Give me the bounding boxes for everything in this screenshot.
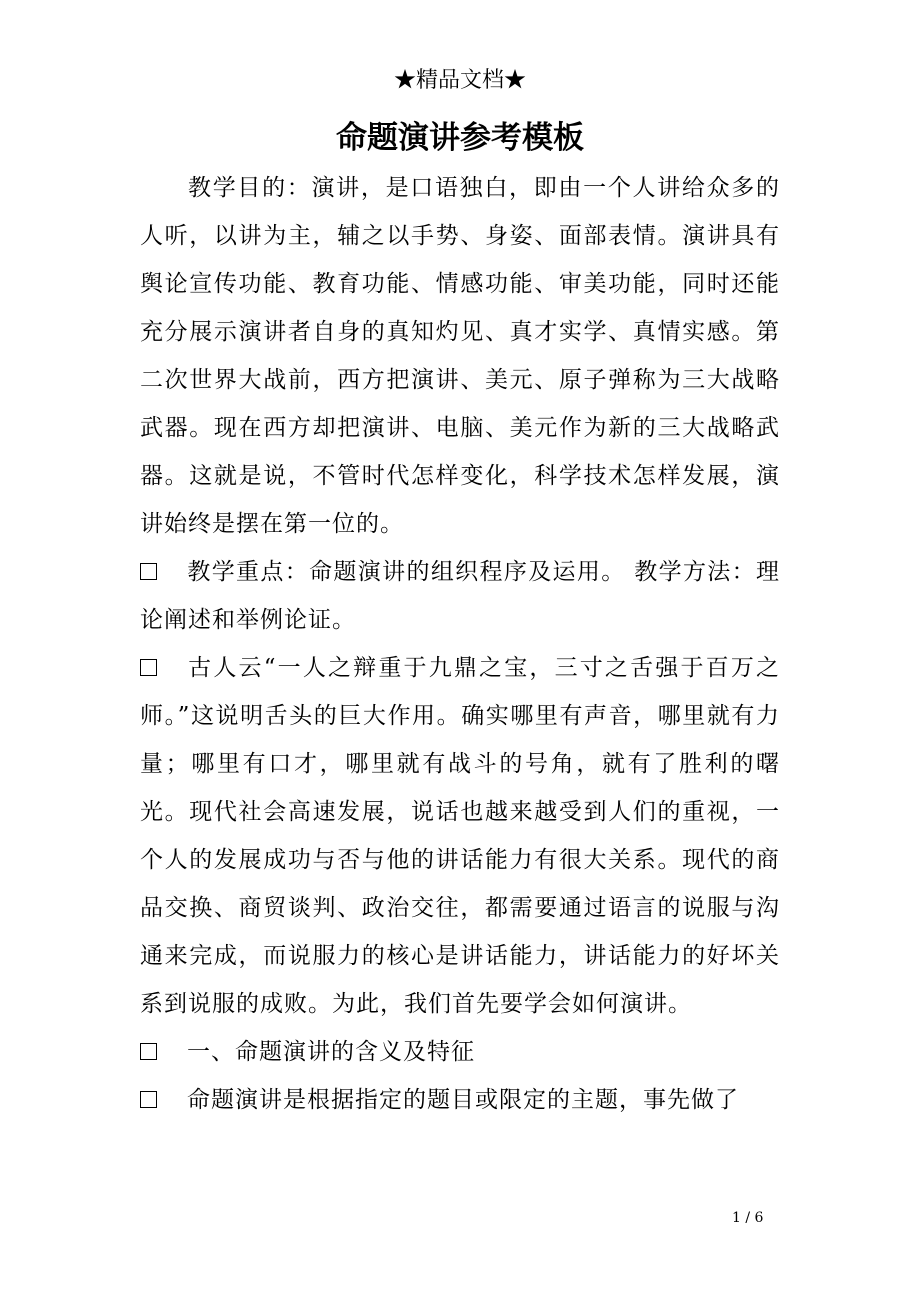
- checkbox-icon: [140, 1091, 157, 1108]
- document-body: [140, 164, 780, 1124]
- paragraph-ancient-saying: [140, 644, 780, 1028]
- page-number: 1 / 6: [732, 1210, 764, 1226]
- paragraph-text: 命题演讲是根据指定的题目或限定的主题，事先做了: [187, 1087, 739, 1113]
- paragraph-objectives: 教学目的：演讲，是口语独白，即由一个人讲给众多的人听，以讲为主，辅之以手势、身姿、面部表情。演讲具有舆论宣传功能、教育功能、情感功能、审美功能，同时还能充分展示演讲者自身的真知灼见、真才实学、真情实感。第二次世界大战前，西方把演讲、美元、原子弹称为三大战略武器。现在西方却把演讲、电脑、美元作为新的三大战略武器。这就是说，不管时代怎样变化，科学技术怎样发展，演讲始终是摆在第一位的。: [140, 175, 780, 537]
- checkbox-icon: [140, 659, 157, 676]
- document-title: 命题演讲参考模板: [336, 120, 584, 156]
- checkbox-icon: [140, 563, 157, 580]
- paragraph-key-points: [140, 548, 780, 644]
- section-heading-text: 一、命题演讲的含义及特征: [187, 1039, 475, 1065]
- section-heading: [140, 1028, 780, 1076]
- checkbox-icon: [140, 1043, 157, 1060]
- page-header: ★精品文档★: [393, 68, 526, 93]
- paragraph-text: 古人云“一人之辩重于九鼎之宝，三寸之舌强于百万之师。”这说明舌头的巨大作用。确实哪里有声音，哪里就有力量；哪里有口才，哪里就有战斗的号角，就有了胜利的曙光。现代社会高速发展，说话也越来越受到人们的重视，一个人的发展成功与否与他的讲话能力有很大关系。现代的商品交换、商贸谈判、政治交往，都需要通过语言的说服与沟通来完成，而说服力的核心是讲话能力，讲话能力的好坏关系到说服的成败。为此，我们首先要学会如何演讲。: [140, 655, 780, 1017]
- paragraph-text: 教学重点：命题演讲的组织程序及运用。 教学方法：理论阐述和举例论证。: [140, 559, 780, 633]
- paragraph-definition: [140, 1076, 780, 1124]
